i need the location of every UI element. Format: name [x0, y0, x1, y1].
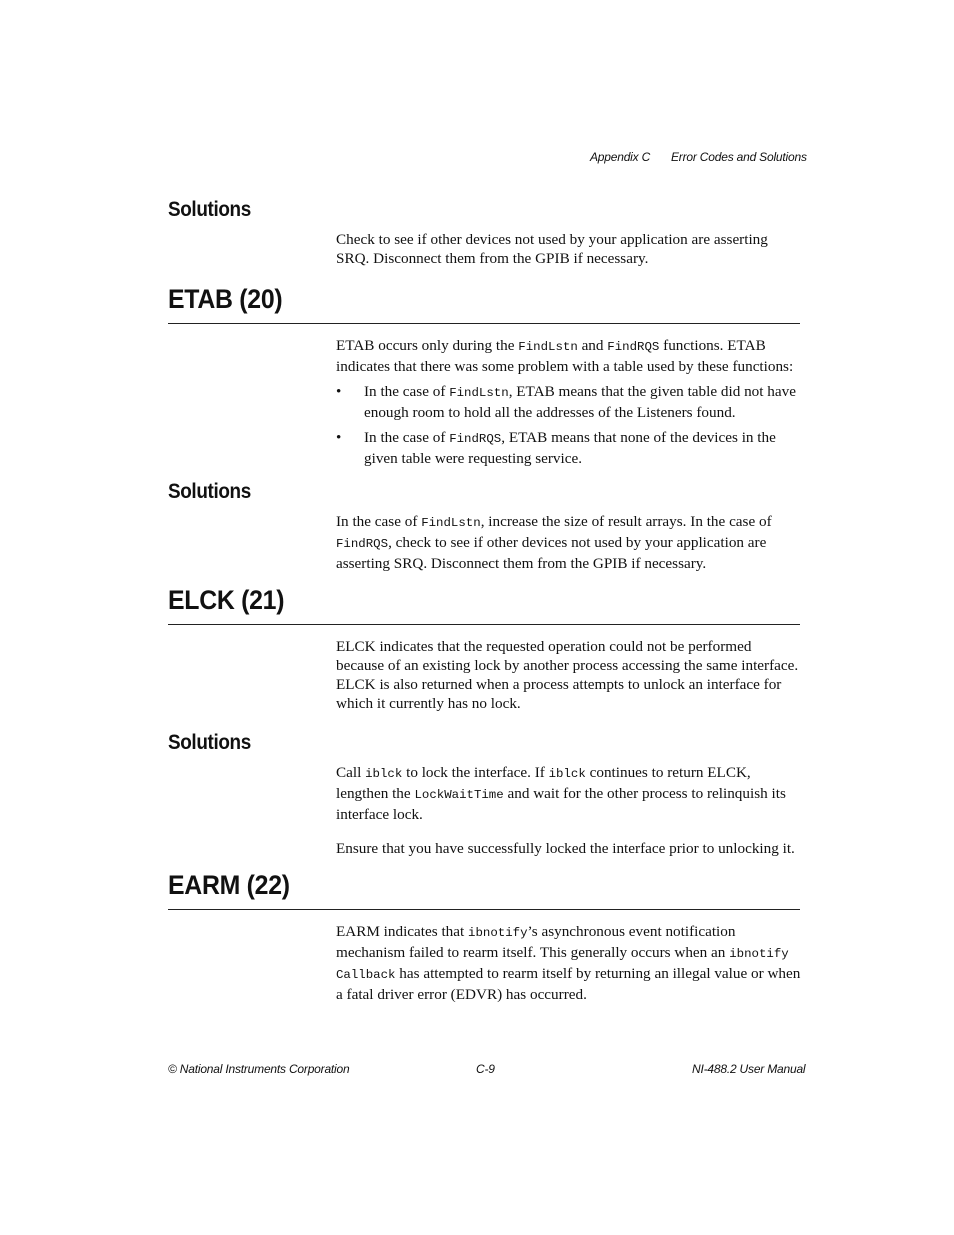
section-rule: [168, 323, 800, 324]
code-iblck: iblck: [365, 767, 403, 781]
solutions-heading: Solutions: [168, 480, 251, 503]
code-iblck: iblck: [548, 767, 586, 781]
list-item: • In the case of FindLstn, ETAB means that the given table did not have enough room to hold all the addresses of the Listeners found.: [336, 383, 796, 421]
bullet-icon: •: [336, 429, 342, 446]
code-ibnotify: ibnotify: [468, 926, 528, 940]
code-lockwaittime: LockWaitTime: [414, 788, 504, 802]
code-findrqs: FindRQS: [607, 340, 660, 354]
footer-page-number: C-9: [476, 1062, 495, 1076]
footer-copyright: © National Instruments Corporation: [168, 1062, 350, 1076]
elck-body: [336, 637, 801, 713]
paragraph: Check to see if other devices not used by your application are asserting SRQ. Disconnect them from the GPIB if necessary.: [336, 231, 768, 267]
code-findlstn: FindLstn: [449, 386, 509, 400]
paragraph: EARM indicates that ibnotify’s asynchronous event notification mechanism failed to rearm itself. This generally occurs when an ibnotify Callback has attempted to rearm itself by returning an illegal value or when a fatal driver error (EDVR) has occurred.: [336, 923, 801, 1003]
running-header-chapter: Error Codes and Solutions: [671, 150, 807, 164]
solutions-text: [336, 763, 801, 858]
footer-manual-title: NI-488.2 User Manual: [692, 1062, 806, 1076]
earm-body: [336, 922, 801, 1004]
code-findlstn: FindLstn: [518, 340, 578, 354]
etab-body: [336, 336, 801, 468]
code-findlstn: FindLstn: [421, 516, 481, 530]
section-heading-etab: ETAB (20): [168, 284, 283, 314]
section-heading-earm: EARM (22): [168, 870, 290, 900]
paragraph: Ensure that you have successfully locked the interface prior to unlocking it.: [336, 840, 795, 857]
solutions-text: [336, 230, 801, 268]
paragraph: ELCK indicates that the requested operation could not be performed because of an existing lock by another process accessing the same interface. ELCK is also returned when a process attempts to unlock an interface for which it currently has no lock.: [336, 638, 799, 712]
list-item: • In the case of FindRQS, ETAB means that none of the devices in the given table were requesting service.: [336, 429, 776, 467]
bullet-icon: •: [336, 383, 342, 400]
paragraph: In the case of FindLstn, increase the size of result arrays. In the case of FindRQS, check to see if other devices not used by your application are asserting SRQ. Disconnect them from the GPIB if necessary.: [336, 513, 772, 572]
section-rule: [168, 624, 800, 625]
code-ibnotify-callback: ibnotify Callback: [336, 947, 789, 982]
section-heading-elck: ELCK (21): [168, 585, 285, 615]
running-header-appendix: Appendix C: [590, 150, 651, 164]
code-findrqs: FindRQS: [449, 432, 502, 446]
code-findrqs: FindRQS: [336, 537, 389, 551]
paragraph: Call iblck to lock the interface. If iblck continues to return ELCK, lengthen the LockWaitTime and wait for the other process to relinquish its interface lock.: [336, 764, 786, 823]
solutions-text: [336, 512, 801, 573]
paragraph: ETAB occurs only during the FindLstn and FindRQS functions. ETAB indicates that there was some problem with a table used by these functions:: [336, 337, 794, 375]
solutions-heading: Solutions: [168, 731, 251, 754]
solutions-heading: Solutions: [168, 198, 251, 221]
section-rule: [168, 909, 800, 910]
